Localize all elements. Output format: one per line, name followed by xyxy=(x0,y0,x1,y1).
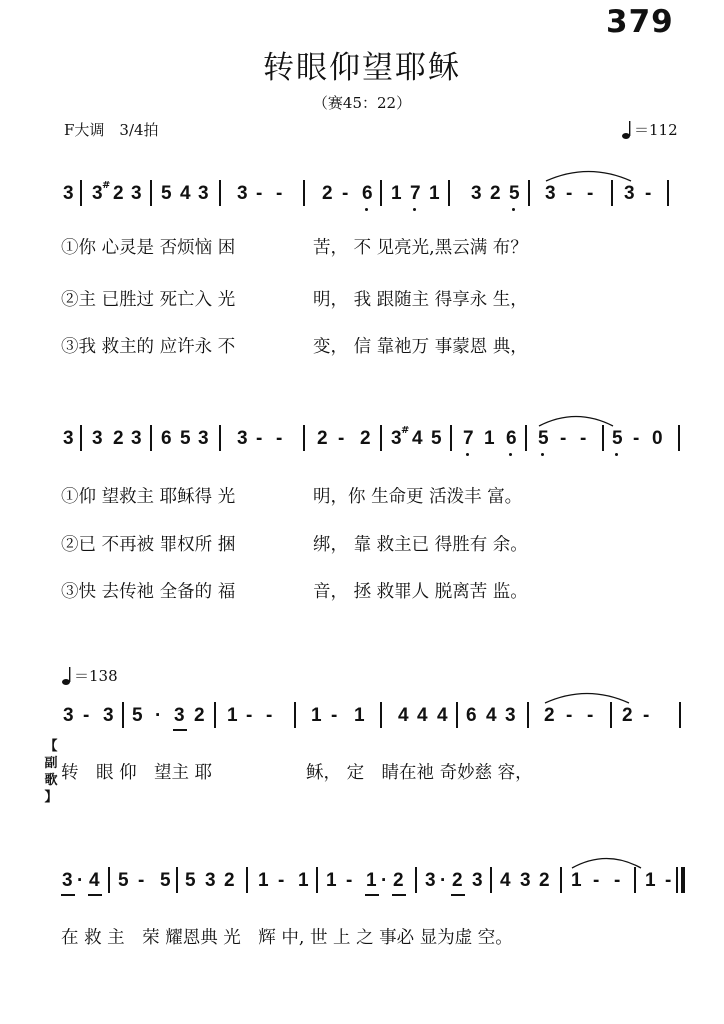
note: 1 xyxy=(227,705,238,726)
note: 4 xyxy=(412,428,423,449)
note: 4 xyxy=(417,705,428,726)
sustain-dash: - xyxy=(346,870,353,891)
note: 4 xyxy=(486,705,497,726)
bar-line xyxy=(415,867,417,893)
song-title: 转眼仰望耶稣 xyxy=(263,50,461,86)
tie-arc xyxy=(544,690,630,704)
note: 1 xyxy=(258,870,269,891)
note: 3 xyxy=(198,183,209,204)
eighth-underline xyxy=(173,729,187,731)
note: 3 xyxy=(624,183,635,204)
sustain-dash: - xyxy=(593,870,600,891)
sustain-dash: - xyxy=(256,183,263,204)
bar-line xyxy=(380,425,382,451)
bar-line xyxy=(303,180,305,206)
lyric-line: 在 救 主 荣 耀恩典 光 辉 中, 世 上 之 事必 显为虚 空。 xyxy=(61,928,513,948)
note: 1 xyxy=(645,870,656,891)
lyric-line: 明， 我 跟随主 得享永 生， xyxy=(313,290,528,310)
note: 3 xyxy=(237,183,248,204)
bar-line xyxy=(380,702,382,728)
eighth-underline xyxy=(392,894,406,896)
note: 2 xyxy=(224,870,235,891)
note: · xyxy=(77,870,84,891)
eighth-underline xyxy=(61,894,75,896)
scripture-reference: （赛45：22） xyxy=(312,94,412,112)
note: 3 xyxy=(174,705,185,726)
bar-line xyxy=(667,180,669,206)
note: · xyxy=(155,705,162,726)
note: 2 xyxy=(113,428,124,449)
note: 3 xyxy=(205,870,216,891)
bar-line xyxy=(527,702,529,728)
sustain-dash: - xyxy=(566,183,573,204)
bar-line xyxy=(214,702,216,728)
note: 3 xyxy=(391,428,402,449)
note: 3 xyxy=(520,870,531,891)
chorus-char: 副 xyxy=(44,756,58,771)
eighth-underline xyxy=(365,894,379,896)
bar-line xyxy=(380,180,382,206)
note: 1 xyxy=(484,428,495,449)
chorus-bracket-open: 【 xyxy=(44,739,58,754)
sustain-dash: - xyxy=(580,428,587,449)
note: 5 xyxy=(118,870,129,891)
low-octave-dot xyxy=(466,453,469,456)
chorus-bracket-close: 】 xyxy=(44,790,58,805)
sustain-dash: - xyxy=(566,705,573,726)
bar-line xyxy=(219,180,221,206)
bar-line xyxy=(303,425,305,451)
sustain-dash: - xyxy=(645,183,652,204)
lyric-line: 绑， 靠 救主已 得胜有 余。 xyxy=(313,535,528,555)
note: 3 xyxy=(63,183,74,204)
tie-arc xyxy=(571,855,642,869)
chorus-char: 歌 xyxy=(44,773,58,788)
sharp-sign: # xyxy=(102,180,111,191)
note: 4 xyxy=(437,705,448,726)
note: 2 xyxy=(393,870,404,891)
sustain-dash: - xyxy=(256,428,263,449)
note: 3 xyxy=(92,428,103,449)
sustain-dash: - xyxy=(138,870,145,891)
sustain-dash: - xyxy=(643,705,650,726)
sustain-dash: - xyxy=(665,870,672,891)
lyric-line: ③快 去传祂 全备的 福 xyxy=(61,582,236,602)
note: 2 xyxy=(317,428,328,449)
note: 3 xyxy=(62,870,73,891)
note: 6 xyxy=(506,428,517,449)
note: 3 xyxy=(63,705,74,726)
note: 5 xyxy=(509,183,520,204)
note: 5 xyxy=(160,870,171,891)
bar-line xyxy=(108,867,110,893)
sharp-sign: # xyxy=(401,425,410,436)
low-octave-dot xyxy=(365,208,368,211)
bar-line xyxy=(678,425,680,451)
tempo-value: ＝112 xyxy=(634,121,678,139)
sustain-dash: - xyxy=(633,428,640,449)
note: 3 xyxy=(471,183,482,204)
note: 5 xyxy=(161,183,172,204)
bar-line xyxy=(448,180,450,206)
lyric-line: 苦， 不 见亮光,黑云满 布？ xyxy=(313,238,528,258)
bar-line xyxy=(150,425,152,451)
note: 1 xyxy=(429,183,440,204)
bar-line xyxy=(450,425,452,451)
chorus-label xyxy=(40,738,62,806)
sustain-dash: - xyxy=(246,705,253,726)
bar-line xyxy=(679,702,681,728)
quarter-note-icon xyxy=(62,666,74,686)
eighth-underline xyxy=(88,894,102,896)
bar-line xyxy=(294,702,296,728)
lyric-line: 转 眼 仰 望主 耶 xyxy=(61,763,213,783)
lyric-line: 变， 信 靠祂万 事蒙恩 典， xyxy=(313,337,528,357)
note: 1 xyxy=(391,183,402,204)
note: 1 xyxy=(311,705,322,726)
note: 5 xyxy=(431,428,442,449)
note: 2 xyxy=(194,705,205,726)
note: · xyxy=(381,870,388,891)
note: 5 xyxy=(185,870,196,891)
note: 7 xyxy=(463,428,474,449)
bar-line xyxy=(219,425,221,451)
note: 3 xyxy=(472,870,483,891)
note: 4 xyxy=(180,183,191,204)
quarter-note-icon xyxy=(622,120,634,140)
note: 6 xyxy=(466,705,477,726)
note: 7 xyxy=(410,183,421,204)
bar-line xyxy=(316,867,318,893)
bar-line xyxy=(176,867,178,893)
tie-arc xyxy=(545,168,632,182)
bar-line xyxy=(676,867,678,893)
note: 0 xyxy=(652,428,663,449)
note: 1 xyxy=(571,870,582,891)
note: 2 xyxy=(113,183,124,204)
note: 1 xyxy=(326,870,337,891)
lyric-line: ①你 心灵是 否烦恼 困 xyxy=(61,238,236,258)
bar-line xyxy=(80,180,82,206)
sustain-dash: - xyxy=(331,705,338,726)
bar-line xyxy=(610,702,612,728)
note: 4 xyxy=(500,870,511,891)
bar-line xyxy=(602,425,604,451)
lyric-line: 明，你 生命更 活泼丰 富。 xyxy=(313,487,523,507)
bar-line xyxy=(611,180,613,206)
tempo-value: ＝138 xyxy=(74,667,118,685)
note: 4 xyxy=(398,705,409,726)
sustain-dash: - xyxy=(587,705,594,726)
lyric-line: ②已 不再被 罪权所 捆 xyxy=(61,535,236,555)
lyric-line: 音， 拯 救罪人 脱离苦 监。 xyxy=(313,582,528,602)
note: 3 xyxy=(198,428,209,449)
note: 3 xyxy=(103,705,114,726)
eighth-underline xyxy=(451,894,465,896)
note: 3 xyxy=(425,870,436,891)
note: 2 xyxy=(544,705,555,726)
sustain-dash: - xyxy=(614,870,621,891)
sustain-dash: - xyxy=(276,183,283,204)
note: 3 xyxy=(505,705,516,726)
bar-line xyxy=(528,180,530,206)
sustain-dash: - xyxy=(342,183,349,204)
note: 2 xyxy=(539,870,550,891)
note: 3 xyxy=(92,183,103,204)
note: 2 xyxy=(322,183,333,204)
note: 4 xyxy=(89,870,100,891)
tempo-marking-1 xyxy=(622,119,678,140)
sustain-dash: - xyxy=(276,428,283,449)
bar-line xyxy=(122,702,124,728)
bar-line xyxy=(490,867,492,893)
lyric-line: ①仰 望救主 耶稣得 光 xyxy=(61,487,236,507)
note: 3 xyxy=(545,183,556,204)
bar-line xyxy=(246,867,248,893)
bar-line xyxy=(525,425,527,451)
note: 2 xyxy=(360,428,371,449)
bar-line xyxy=(634,867,636,893)
note: 5 xyxy=(180,428,191,449)
sustain-dash: - xyxy=(266,705,273,726)
note: 6 xyxy=(161,428,172,449)
note: 6 xyxy=(362,183,373,204)
note: 2 xyxy=(490,183,501,204)
tempo-marking-2 xyxy=(62,665,118,686)
bar-line xyxy=(456,702,458,728)
note: 5 xyxy=(612,428,623,449)
note: 2 xyxy=(452,870,463,891)
lyric-line: 稣， 定 睛在祂 奇妙慈 容， xyxy=(306,763,533,783)
sustain-dash: - xyxy=(338,428,345,449)
note: 1 xyxy=(366,870,377,891)
key-signature: F大调 3/4拍 xyxy=(64,121,159,139)
low-octave-dot xyxy=(541,453,544,456)
final-bar-line xyxy=(681,867,685,893)
low-octave-dot xyxy=(413,208,416,211)
note: · xyxy=(440,870,447,891)
sustain-dash: - xyxy=(83,705,90,726)
bar-line xyxy=(150,180,152,206)
note: 1 xyxy=(298,870,309,891)
lyric-line: ②主 已胜过 死亡入 光 xyxy=(61,290,236,310)
note: 3 xyxy=(131,183,142,204)
sustain-dash: - xyxy=(587,183,594,204)
note: 3 xyxy=(63,428,74,449)
note: 3 xyxy=(131,428,142,449)
note: 5 xyxy=(132,705,143,726)
note: 3 xyxy=(237,428,248,449)
low-octave-dot xyxy=(509,453,512,456)
note: 2 xyxy=(622,705,633,726)
bar-line xyxy=(80,425,82,451)
bar-line xyxy=(560,867,562,893)
low-octave-dot xyxy=(615,453,618,456)
page-number: 379 xyxy=(606,4,674,40)
sustain-dash: - xyxy=(278,870,285,891)
note: 5 xyxy=(538,428,549,449)
sustain-dash: - xyxy=(560,428,567,449)
lyric-line: ③我 救主的 应许永 不 xyxy=(61,337,236,357)
note: 1 xyxy=(354,705,365,726)
low-octave-dot xyxy=(512,208,515,211)
tie-arc xyxy=(538,413,614,427)
